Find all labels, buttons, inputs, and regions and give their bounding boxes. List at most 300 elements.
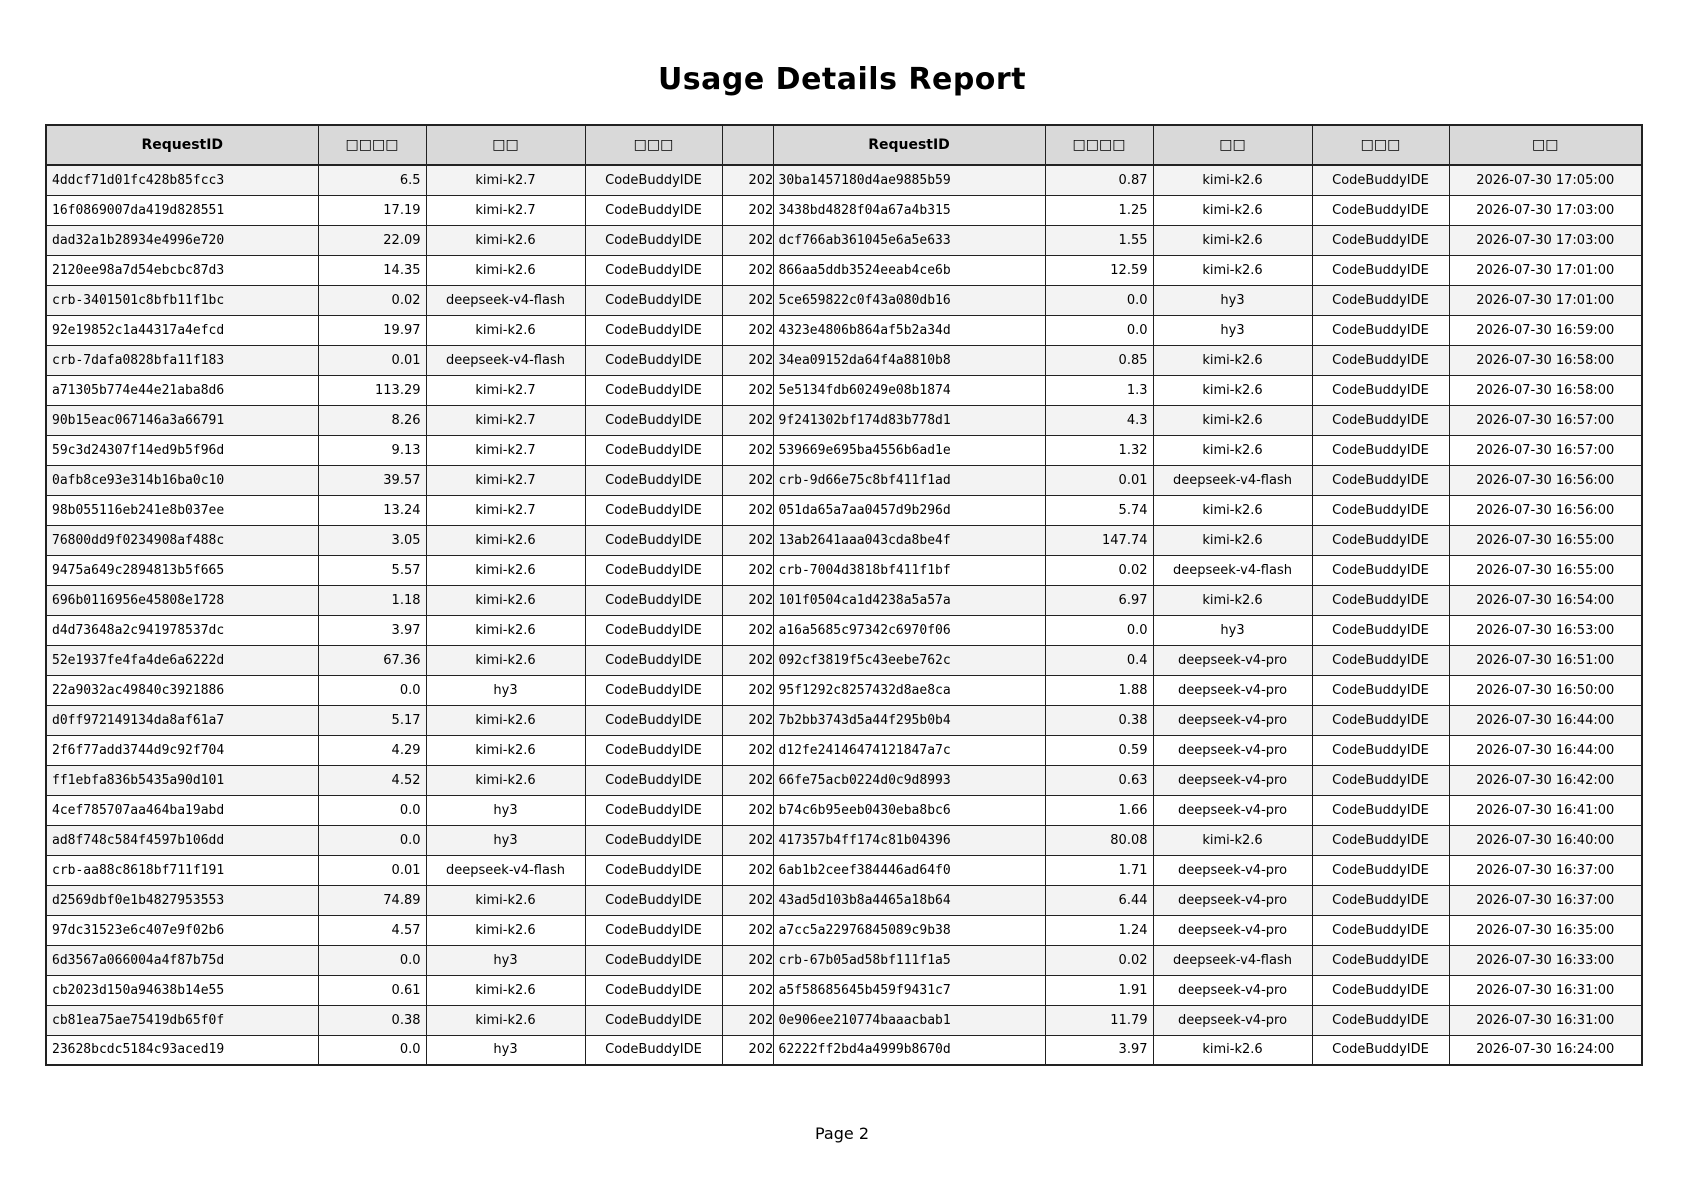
cell-time: 2026-07-30 16:40:00 xyxy=(1449,825,1642,855)
cell-model: kimi-k2.6 xyxy=(1153,495,1312,525)
cell-client: CodeBuddyIDE xyxy=(585,345,722,375)
cell-client: CodeBuddyIDE xyxy=(1312,645,1449,675)
cell-request-id: crb-67b05ad58bf111f1a5 xyxy=(773,945,1045,975)
table-row xyxy=(46,465,1642,495)
cell-client: CodeBuddyIDE xyxy=(1312,225,1449,255)
cell-request-id: 2120ee98a7d54ebcbc87d3 xyxy=(46,255,318,285)
cell-time-clipped: 202 xyxy=(722,585,773,615)
cell-model: kimi-k2.6 xyxy=(1153,345,1312,375)
cell-model: deepseek-v4-pro xyxy=(1153,705,1312,735)
cell-model: deepseek-v4-pro xyxy=(1153,765,1312,795)
cell-time-clipped: 202 xyxy=(722,705,773,735)
cell-model: deepseek-v4-flash xyxy=(1153,555,1312,585)
cell-client: CodeBuddyIDE xyxy=(1312,885,1449,915)
cell-request-id: d0ff972149134da8af61a7 xyxy=(46,705,318,735)
cell-model: hy3 xyxy=(426,795,585,825)
cell-cost: 3.05 xyxy=(318,525,426,555)
cell-cost: 9.13 xyxy=(318,435,426,465)
cell-time: 2026-07-30 16:51:00 xyxy=(1449,645,1642,675)
cell-client: CodeBuddyIDE xyxy=(585,525,722,555)
cell-request-id: 696b0116956e45808e1728 xyxy=(46,585,318,615)
cell-cost: 1.3 xyxy=(1045,375,1153,405)
cell-model: kimi-k2.7 xyxy=(426,375,585,405)
table-row xyxy=(46,405,1642,435)
cell-client: CodeBuddyIDE xyxy=(1312,855,1449,885)
cell-time: 2026-07-30 16:57:00 xyxy=(1449,405,1642,435)
cell-request-id: 051da65a7aa0457d9b296d xyxy=(773,495,1045,525)
cell-cost: 0.0 xyxy=(1045,285,1153,315)
cell-time: 2026-07-30 16:58:00 xyxy=(1449,375,1642,405)
cell-client: CodeBuddyIDE xyxy=(585,705,722,735)
cell-model: kimi-k2.6 xyxy=(426,645,585,675)
cell-model: hy3 xyxy=(1153,315,1312,345)
cell-model: deepseek-v4-flash xyxy=(1153,465,1312,495)
cell-request-id: d4d73648a2c941978537dc xyxy=(46,615,318,645)
cell-cost: 0.87 xyxy=(1045,165,1153,195)
cell-time-clipped: 202 xyxy=(722,1005,773,1035)
cell-cost: 17.19 xyxy=(318,195,426,225)
cell-time-clipped: 202 xyxy=(722,345,773,375)
table-row xyxy=(46,345,1642,375)
cell-time: 2026-07-30 16:31:00 xyxy=(1449,1005,1642,1035)
cell-client: CodeBuddyIDE xyxy=(1312,1005,1449,1035)
cell-client: CodeBuddyIDE xyxy=(585,585,722,615)
cell-model: hy3 xyxy=(426,945,585,975)
table-row xyxy=(46,255,1642,285)
cell-cost: 0.02 xyxy=(318,285,426,315)
table-row xyxy=(46,855,1642,885)
cell-request-id: 3438bd4828f04a67a4b315 xyxy=(773,195,1045,225)
cell-time: 2026-07-30 16:55:00 xyxy=(1449,555,1642,585)
cell-request-id: d12fe24146474121847a7c xyxy=(773,735,1045,765)
cell-request-id: 34ea09152da64f4a8810b8 xyxy=(773,345,1045,375)
cell-model: kimi-k2.6 xyxy=(426,585,585,615)
cell-request-id: 092cf3819f5c43eebe762c xyxy=(773,645,1045,675)
cell-cost: 0.4 xyxy=(1045,645,1153,675)
cell-request-id: ad8f748c584f4597b106dd xyxy=(46,825,318,855)
table-row xyxy=(46,375,1642,405)
cell-client: CodeBuddyIDE xyxy=(1312,315,1449,345)
cell-time-clipped: 202 xyxy=(722,855,773,885)
cell-model: kimi-k2.6 xyxy=(426,705,585,735)
cell-request-id: 2f6f77add3744d9c92f704 xyxy=(46,735,318,765)
cell-request-id: 52e1937fe4fa4de6a6222d xyxy=(46,645,318,675)
cell-model: deepseek-v4-flash xyxy=(426,345,585,375)
cell-request-id: 417357b4ff174c81b04396 xyxy=(773,825,1045,855)
cell-model: deepseek-v4-flash xyxy=(426,855,585,885)
cell-cost: 5.74 xyxy=(1045,495,1153,525)
table-row xyxy=(46,765,1642,795)
cell-cost: 1.18 xyxy=(318,585,426,615)
cell-cost: 113.29 xyxy=(318,375,426,405)
table-row xyxy=(46,675,1642,705)
cell-client: CodeBuddyIDE xyxy=(585,435,722,465)
cell-cost: 4.52 xyxy=(318,765,426,795)
cell-model: deepseek-v4-pro xyxy=(1153,975,1312,1005)
cell-time: 2026-07-30 17:01:00 xyxy=(1449,285,1642,315)
cell-model: deepseek-v4-pro xyxy=(1153,795,1312,825)
cell-request-id: crb-7004d3818bf411f1bf xyxy=(773,555,1045,585)
cell-time: 2026-07-30 16:44:00 xyxy=(1449,735,1642,765)
cell-time-clipped: 202 xyxy=(722,405,773,435)
page-number: Page 2 xyxy=(815,1124,869,1143)
cell-time: 2026-07-30 16:54:00 xyxy=(1449,585,1642,615)
cell-request-id: 4cef785707aa464ba19abd xyxy=(46,795,318,825)
cell-cost: 0.0 xyxy=(1045,615,1153,645)
table-row xyxy=(46,615,1642,645)
cell-request-id: 0afb8ce93e314b16ba0c10 xyxy=(46,465,318,495)
cell-client: CodeBuddyIDE xyxy=(585,555,722,585)
cell-time-clipped: 202 xyxy=(722,1035,773,1065)
cell-client: CodeBuddyIDE xyxy=(1312,165,1449,195)
cell-model: hy3 xyxy=(426,675,585,705)
cell-client: CodeBuddyIDE xyxy=(585,645,722,675)
cell-cost: 0.0 xyxy=(1045,315,1153,345)
table-row xyxy=(46,825,1642,855)
cell-cost: 6.5 xyxy=(318,165,426,195)
cell-time: 2026-07-30 16:42:00 xyxy=(1449,765,1642,795)
cell-request-id: 13ab2641aaa043cda8be4f xyxy=(773,525,1045,555)
cell-request-id: 6d3567a066004a4f87b75d xyxy=(46,945,318,975)
cell-cost: 39.57 xyxy=(318,465,426,495)
cell-model: kimi-k2.6 xyxy=(426,765,585,795)
cell-request-id: 6ab1b2ceef384446ad64f0 xyxy=(773,855,1045,885)
cell-cost: 0.38 xyxy=(1045,705,1153,735)
cell-time: 2026-07-30 16:35:00 xyxy=(1449,915,1642,945)
cell-time: 2026-07-30 16:56:00 xyxy=(1449,495,1642,525)
cell-request-id: 30ba1457180d4ae9885b59 xyxy=(773,165,1045,195)
cell-request-id: 98b055116eb241e8b037ee xyxy=(46,495,318,525)
cell-time-clipped: 202 xyxy=(722,765,773,795)
cell-client: CodeBuddyIDE xyxy=(1312,765,1449,795)
cell-model: kimi-k2.6 xyxy=(1153,525,1312,555)
cell-request-id: 59c3d24307f14ed9b5f96d xyxy=(46,435,318,465)
table-row xyxy=(46,195,1642,225)
cell-model: hy3 xyxy=(1153,285,1312,315)
cell-model: kimi-k2.6 xyxy=(426,735,585,765)
cell-time: 2026-07-30 16:58:00 xyxy=(1449,345,1642,375)
cell-request-id: 4323e4806b864af5b2a34d xyxy=(773,315,1045,345)
cell-cost: 0.02 xyxy=(1045,555,1153,585)
column-header-request-id: RequestID xyxy=(773,125,1045,165)
cell-model: kimi-k2.6 xyxy=(1153,195,1312,225)
cell-request-id: 22a9032ac49840c3921886 xyxy=(46,675,318,705)
table-body xyxy=(46,165,1642,1065)
column-header-model: □□ xyxy=(426,125,585,165)
cell-model: kimi-k2.6 xyxy=(426,525,585,555)
cell-cost: 1.91 xyxy=(1045,975,1153,1005)
cell-cost: 1.24 xyxy=(1045,915,1153,945)
cell-request-id: b74c6b95eeb0430eba8bc6 xyxy=(773,795,1045,825)
cell-request-id: 76800dd9f0234908af488c xyxy=(46,525,318,555)
cell-request-id: 62222ff2bd4a4999b8670d xyxy=(773,1035,1045,1065)
table-row xyxy=(46,735,1642,765)
table-header-row xyxy=(46,125,1642,165)
cell-time: 2026-07-30 17:03:00 xyxy=(1449,225,1642,255)
cell-request-id: dad32a1b28934e4996e720 xyxy=(46,225,318,255)
cell-request-id: 7b2bb3743d5a44f295b0b4 xyxy=(773,705,1045,735)
table-row xyxy=(46,435,1642,465)
cell-cost: 4.3 xyxy=(1045,405,1153,435)
cell-time: 2026-07-30 16:31:00 xyxy=(1449,975,1642,1005)
cell-request-id: 5e5134fdb60249e08b1874 xyxy=(773,375,1045,405)
cell-model: deepseek-v4-pro xyxy=(1153,675,1312,705)
report-title: Usage Details Report xyxy=(657,62,1027,97)
cell-cost: 5.17 xyxy=(318,705,426,735)
cell-time-clipped: 202 xyxy=(722,315,773,345)
cell-client: CodeBuddyIDE xyxy=(585,615,722,645)
cell-client: CodeBuddyIDE xyxy=(585,675,722,705)
cell-cost: 14.35 xyxy=(318,255,426,285)
cell-model: kimi-k2.6 xyxy=(1153,405,1312,435)
cell-time-clipped: 202 xyxy=(722,645,773,675)
cell-cost: 4.57 xyxy=(318,915,426,945)
cell-cost: 6.97 xyxy=(1045,585,1153,615)
column-header-client: □□□ xyxy=(1312,125,1449,165)
cell-model: deepseek-v4-pro xyxy=(1153,855,1312,885)
cell-client: CodeBuddyIDE xyxy=(585,375,722,405)
cell-request-id: cb81ea75ae75419db65f0f xyxy=(46,1005,318,1035)
cell-model: kimi-k2.6 xyxy=(426,885,585,915)
cell-cost: 1.55 xyxy=(1045,225,1153,255)
cell-client: CodeBuddyIDE xyxy=(585,975,722,1005)
cell-client: CodeBuddyIDE xyxy=(1312,585,1449,615)
cell-cost: 11.79 xyxy=(1045,1005,1153,1035)
cell-model: kimi-k2.6 xyxy=(426,555,585,585)
cell-cost: 8.26 xyxy=(318,405,426,435)
cell-client: CodeBuddyIDE xyxy=(585,915,722,945)
cell-time: 2026-07-30 16:33:00 xyxy=(1449,945,1642,975)
cell-client: CodeBuddyIDE xyxy=(1312,975,1449,1005)
cell-cost: 0.0 xyxy=(318,825,426,855)
cell-client: CodeBuddyIDE xyxy=(1312,405,1449,435)
cell-model: kimi-k2.6 xyxy=(1153,435,1312,465)
cell-client: CodeBuddyIDE xyxy=(1312,375,1449,405)
cell-model: deepseek-v4-pro xyxy=(1153,735,1312,765)
column-header-time-clipped xyxy=(722,125,773,165)
cell-time-clipped: 202 xyxy=(722,225,773,255)
cell-client: CodeBuddyIDE xyxy=(1312,825,1449,855)
cell-request-id: ff1ebfa836b5435a90d101 xyxy=(46,765,318,795)
cell-cost: 1.32 xyxy=(1045,435,1153,465)
cell-client: CodeBuddyIDE xyxy=(1312,255,1449,285)
cell-time-clipped: 202 xyxy=(722,375,773,405)
cell-model: deepseek-v4-pro xyxy=(1153,885,1312,915)
cell-client: CodeBuddyIDE xyxy=(1312,495,1449,525)
cell-request-id: 23628bcdc5184c93aced19 xyxy=(46,1035,318,1065)
table-row xyxy=(46,555,1642,585)
cell-time: 2026-07-30 16:55:00 xyxy=(1449,525,1642,555)
cell-request-id: crb-aa88c8618bf711f191 xyxy=(46,855,318,885)
table-row xyxy=(46,645,1642,675)
cell-model: kimi-k2.6 xyxy=(1153,375,1312,405)
cell-client: CodeBuddyIDE xyxy=(585,1035,722,1065)
cell-client: CodeBuddyIDE xyxy=(585,885,722,915)
table-row xyxy=(46,915,1642,945)
cell-time-clipped: 202 xyxy=(722,525,773,555)
cell-cost: 0.01 xyxy=(318,855,426,885)
cell-request-id: 66fe75acb0224d0c9d8993 xyxy=(773,765,1045,795)
cell-client: CodeBuddyIDE xyxy=(585,465,722,495)
cell-model: kimi-k2.7 xyxy=(426,165,585,195)
cell-client: CodeBuddyIDE xyxy=(1312,615,1449,645)
cell-cost: 3.97 xyxy=(1045,1035,1153,1065)
cell-model: kimi-k2.6 xyxy=(426,975,585,1005)
cell-client: CodeBuddyIDE xyxy=(1312,945,1449,975)
table-row xyxy=(46,585,1642,615)
table-row xyxy=(46,795,1642,825)
cell-model: kimi-k2.6 xyxy=(426,915,585,945)
cell-time: 2026-07-30 17:01:00 xyxy=(1449,255,1642,285)
cell-client: CodeBuddyIDE xyxy=(585,225,722,255)
cell-client: CodeBuddyIDE xyxy=(585,255,722,285)
table-row xyxy=(46,975,1642,1005)
cell-model: kimi-k2.6 xyxy=(426,315,585,345)
cell-cost: 5.57 xyxy=(318,555,426,585)
cell-request-id: 9f241302bf174d83b778d1 xyxy=(773,405,1045,435)
cell-request-id: cb2023d150a94638b14e55 xyxy=(46,975,318,1005)
cell-cost: 0.0 xyxy=(318,795,426,825)
cell-client: CodeBuddyIDE xyxy=(585,795,722,825)
table-row xyxy=(46,705,1642,735)
table-row xyxy=(46,1035,1642,1065)
column-header-cost: □□□□ xyxy=(318,125,426,165)
cell-client: CodeBuddyIDE xyxy=(585,855,722,885)
cell-time-clipped: 202 xyxy=(722,885,773,915)
cell-time: 2026-07-30 17:03:00 xyxy=(1449,195,1642,225)
cell-cost: 0.38 xyxy=(318,1005,426,1035)
cell-time-clipped: 202 xyxy=(722,615,773,645)
cell-cost: 1.71 xyxy=(1045,855,1153,885)
cell-cost: 67.36 xyxy=(318,645,426,675)
column-header-request-id: RequestID xyxy=(46,125,318,165)
cell-time-clipped: 202 xyxy=(722,825,773,855)
cell-time-clipped: 202 xyxy=(722,255,773,285)
cell-request-id: 43ad5d103b8a4465a18b64 xyxy=(773,885,1045,915)
cell-client: CodeBuddyIDE xyxy=(1312,555,1449,585)
cell-cost: 4.29 xyxy=(318,735,426,765)
cell-cost: 12.59 xyxy=(1045,255,1153,285)
cell-time-clipped: 202 xyxy=(722,975,773,1005)
column-header-client: □□□ xyxy=(585,125,722,165)
cell-time: 2026-07-30 16:56:00 xyxy=(1449,465,1642,495)
cell-request-id: a5f58685645b459f9431c7 xyxy=(773,975,1045,1005)
cell-time-clipped: 202 xyxy=(722,285,773,315)
cell-cost: 74.89 xyxy=(318,885,426,915)
cell-cost: 0.02 xyxy=(1045,945,1153,975)
cell-model: kimi-k2.6 xyxy=(426,255,585,285)
cell-request-id: 90b15eac067146a3a66791 xyxy=(46,405,318,435)
cell-model: kimi-k2.6 xyxy=(1153,1035,1312,1065)
cell-model: kimi-k2.6 xyxy=(1153,585,1312,615)
cell-time-clipped: 202 xyxy=(722,945,773,975)
table-row xyxy=(46,315,1642,345)
cell-client: CodeBuddyIDE xyxy=(585,405,722,435)
cell-cost: 0.85 xyxy=(1045,345,1153,375)
table-row xyxy=(46,225,1642,255)
cell-time-clipped: 202 xyxy=(722,795,773,825)
cell-model: kimi-k2.7 xyxy=(426,435,585,465)
cell-cost: 0.0 xyxy=(318,945,426,975)
cell-model: kimi-k2.7 xyxy=(426,195,585,225)
cell-model: deepseek-v4-pro xyxy=(1153,915,1312,945)
cell-model: kimi-k2.7 xyxy=(426,495,585,525)
cell-time: 2026-07-30 16:44:00 xyxy=(1449,705,1642,735)
table-row xyxy=(46,945,1642,975)
cell-request-id: 866aa5ddb3524eeab4ce6b xyxy=(773,255,1045,285)
column-header-cost: □□□□ xyxy=(1045,125,1153,165)
cell-cost: 1.25 xyxy=(1045,195,1153,225)
cell-model: kimi-k2.6 xyxy=(1153,255,1312,285)
cell-cost: 19.97 xyxy=(318,315,426,345)
column-header-model: □□ xyxy=(1153,125,1312,165)
cell-request-id: 9475a649c2894813b5f665 xyxy=(46,555,318,585)
cell-model: kimi-k2.6 xyxy=(1153,825,1312,855)
cell-cost: 3.97 xyxy=(318,615,426,645)
cell-client: CodeBuddyIDE xyxy=(585,195,722,225)
cell-model: kimi-k2.7 xyxy=(426,465,585,495)
cell-cost: 1.88 xyxy=(1045,675,1153,705)
cell-cost: 22.09 xyxy=(318,225,426,255)
cell-time: 2026-07-30 16:41:00 xyxy=(1449,795,1642,825)
cell-model: kimi-k2.7 xyxy=(426,405,585,435)
cell-client: CodeBuddyIDE xyxy=(1312,795,1449,825)
cell-model: deepseek-v4-flash xyxy=(426,285,585,315)
cell-cost: 147.74 xyxy=(1045,525,1153,555)
cell-client: CodeBuddyIDE xyxy=(1312,195,1449,225)
cell-time-clipped: 202 xyxy=(722,675,773,705)
cell-cost: 13.24 xyxy=(318,495,426,525)
cell-request-id: d2569dbf0e1b4827953553 xyxy=(46,885,318,915)
cell-time: 2026-07-30 16:59:00 xyxy=(1449,315,1642,345)
cell-time-clipped: 202 xyxy=(722,165,773,195)
cell-client: CodeBuddyIDE xyxy=(1312,435,1449,465)
cell-model: hy3 xyxy=(426,825,585,855)
cell-model: deepseek-v4-pro xyxy=(1153,645,1312,675)
cell-request-id: crb-7dafa0828bfa11f183 xyxy=(46,345,318,375)
cell-cost: 1.66 xyxy=(1045,795,1153,825)
cell-request-id: crb-3401501c8bfb11f1bc xyxy=(46,285,318,315)
cell-client: CodeBuddyIDE xyxy=(1312,705,1449,735)
cell-time: 2026-07-30 16:50:00 xyxy=(1449,675,1642,705)
cell-client: CodeBuddyIDE xyxy=(1312,465,1449,495)
cell-cost: 0.59 xyxy=(1045,735,1153,765)
table-row xyxy=(46,165,1642,195)
cell-time-clipped: 202 xyxy=(722,735,773,765)
cell-time-clipped: 202 xyxy=(722,555,773,585)
cell-cost: 0.61 xyxy=(318,975,426,1005)
cell-request-id: 92e19852c1a44317a4efcd xyxy=(46,315,318,345)
cell-model: kimi-k2.6 xyxy=(1153,165,1312,195)
cell-time-clipped: 202 xyxy=(722,465,773,495)
cell-model: kimi-k2.6 xyxy=(426,1005,585,1035)
cell-request-id: a16a5685c97342c6970f06 xyxy=(773,615,1045,645)
cell-client: CodeBuddyIDE xyxy=(585,945,722,975)
cell-client: CodeBuddyIDE xyxy=(585,1005,722,1035)
cell-request-id: 5ce659822c0f43a080db16 xyxy=(773,285,1045,315)
cell-model: hy3 xyxy=(1153,615,1312,645)
cell-client: CodeBuddyIDE xyxy=(1312,915,1449,945)
cell-request-id: 95f1292c8257432d8ae8ca xyxy=(773,675,1045,705)
cell-request-id: 4ddcf71d01fc428b85fcc3 xyxy=(46,165,318,195)
cell-time: 2026-07-30 16:24:00 xyxy=(1449,1035,1642,1065)
cell-model: deepseek-v4-flash xyxy=(1153,945,1312,975)
cell-cost: 0.01 xyxy=(1045,465,1153,495)
usage-details-table xyxy=(45,124,1643,1066)
cell-cost: 0.01 xyxy=(318,345,426,375)
cell-time: 2026-07-30 17:05:00 xyxy=(1449,165,1642,195)
cell-request-id: a7cc5a22976845089c9b38 xyxy=(773,915,1045,945)
